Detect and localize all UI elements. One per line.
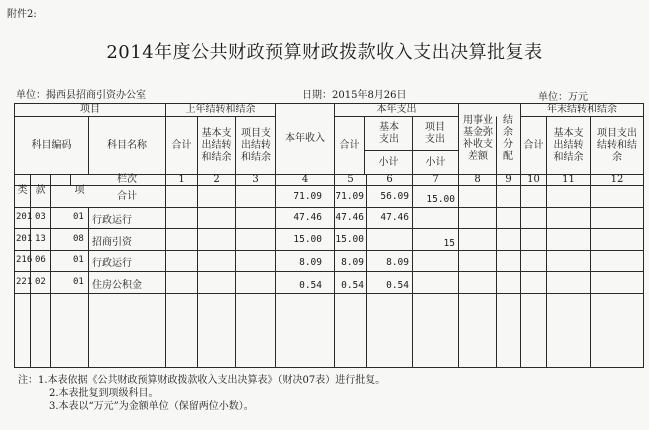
row-name: 行政运行 — [92, 215, 132, 226]
row-kuan: 06 — [35, 255, 46, 265]
row-lei: 201 — [16, 212, 33, 222]
column-index-label: 栏次 — [117, 174, 137, 185]
header-year-end: 年末结转和结余 — [547, 104, 617, 115]
attachment-label: 附件2: — [7, 9, 37, 20]
row-xiang: 01 — [73, 255, 84, 265]
row-total-expense: 8.09 — [341, 257, 364, 268]
header-lei: 类 — [17, 185, 28, 196]
header-prev-total: 合计 — [171, 139, 192, 151]
header-project: 项目 — [80, 104, 100, 115]
header-business-fund: 用事业基金弥补收支差额 — [463, 115, 493, 162]
col-num: 9 — [505, 174, 512, 185]
total-income: 71.09 — [293, 191, 322, 202]
col-num: 1 — [178, 174, 185, 185]
total-row-label: 合计 — [117, 190, 137, 202]
row-basic: 0.54 — [386, 280, 409, 291]
header-annual-income: 本年收入 — [285, 133, 325, 144]
col-num: 3 — [252, 174, 259, 185]
total-basic: 56.09 — [380, 191, 409, 202]
row-project: 15 — [443, 238, 455, 249]
header-prev-basic: 基本支出结转和结余 — [201, 127, 232, 163]
col-num: 2 — [213, 174, 220, 185]
total-expense: 71.09 — [335, 191, 364, 202]
header-subject-code: 科目编码 — [31, 139, 72, 151]
row-income: 0.54 — [299, 280, 322, 291]
header-end-basic: 基本支出结转和结余 — [553, 127, 584, 163]
col-num: 10 — [527, 174, 540, 185]
row-lei: 201 — [16, 234, 33, 244]
row-basic: 47.46 — [380, 212, 409, 223]
row-kuan: 03 — [35, 212, 46, 222]
footnotes — [18, 374, 385, 413]
header-end-project: 项目支出结转和结余 — [597, 127, 637, 163]
header-prev-carry: 上年结转和结余 — [185, 104, 256, 115]
header-carry-allocation: 结余分配 — [503, 115, 513, 162]
col-num: 5 — [347, 174, 354, 185]
row-lei: 221 — [16, 277, 33, 287]
header-project-expense: 项目支出 — [425, 121, 445, 145]
row-name: 住房公积金 — [92, 280, 142, 291]
page-title: 2014年度公共财政预算财政拨款收入支出决算批复表 — [106, 42, 543, 63]
header-project-subtotal: 小计 — [425, 156, 446, 168]
col-num: 7 — [432, 174, 439, 185]
header-annual-expense: 本年支出 — [376, 104, 417, 115]
row-income: 47.46 — [293, 212, 322, 223]
header-expense-total: 合计 — [339, 139, 360, 151]
header-end-total: 合计 — [523, 139, 544, 151]
header-subject-name: 科目名称 — [107, 139, 147, 151]
note-line: 3.本表以“万元”为金额单位（保留两位小数）。 — [49, 401, 254, 412]
row-total-expense: 15.00 — [335, 234, 364, 245]
row-kuan: 02 — [35, 277, 46, 287]
row-total-expense: 47.46 — [335, 212, 364, 223]
row-income: 15.00 — [293, 234, 322, 245]
note-line: 2.本表批复到项级科目。 — [49, 388, 159, 399]
header-basic-subtotal: 小计 — [378, 156, 399, 168]
date-label: 日期：2015年8月26日 — [302, 90, 407, 101]
row-name: 招商引资 — [92, 237, 132, 248]
row-lei: 216 — [16, 255, 33, 265]
row-xiang: 08 — [73, 234, 84, 244]
total-project: 15.00 — [426, 194, 455, 205]
money-unit-label: 单位：万元 — [538, 92, 588, 103]
row-basic: 8.09 — [386, 257, 409, 268]
unit-label: 单位：揭西县招商引资办公室 — [16, 90, 146, 101]
row-xiang: 01 — [73, 212, 84, 222]
col-num: 6 — [386, 174, 393, 185]
header-xiang: 项 — [74, 185, 85, 196]
col-num: 4 — [301, 174, 309, 185]
header-prev-project: 项目支出结转和结余 — [241, 127, 271, 163]
row-name: 行政运行 — [92, 258, 132, 269]
header-kuan: 款 — [35, 185, 46, 196]
row-xiang: 01 — [73, 277, 84, 287]
header-basic-expense: 基本支出 — [379, 121, 399, 145]
note-line: 注：1.本表依据《公共财政预算财政拨款收入支出决算表》（财决07表）进行批复。 — [18, 375, 386, 386]
row-income: 8.09 — [299, 257, 322, 268]
col-num: 8 — [474, 174, 481, 185]
row-total-expense: 0.54 — [341, 280, 364, 291]
col-num: 12 — [610, 174, 624, 185]
row-kuan: 13 — [35, 234, 46, 244]
col-num: 11 — [562, 174, 575, 185]
